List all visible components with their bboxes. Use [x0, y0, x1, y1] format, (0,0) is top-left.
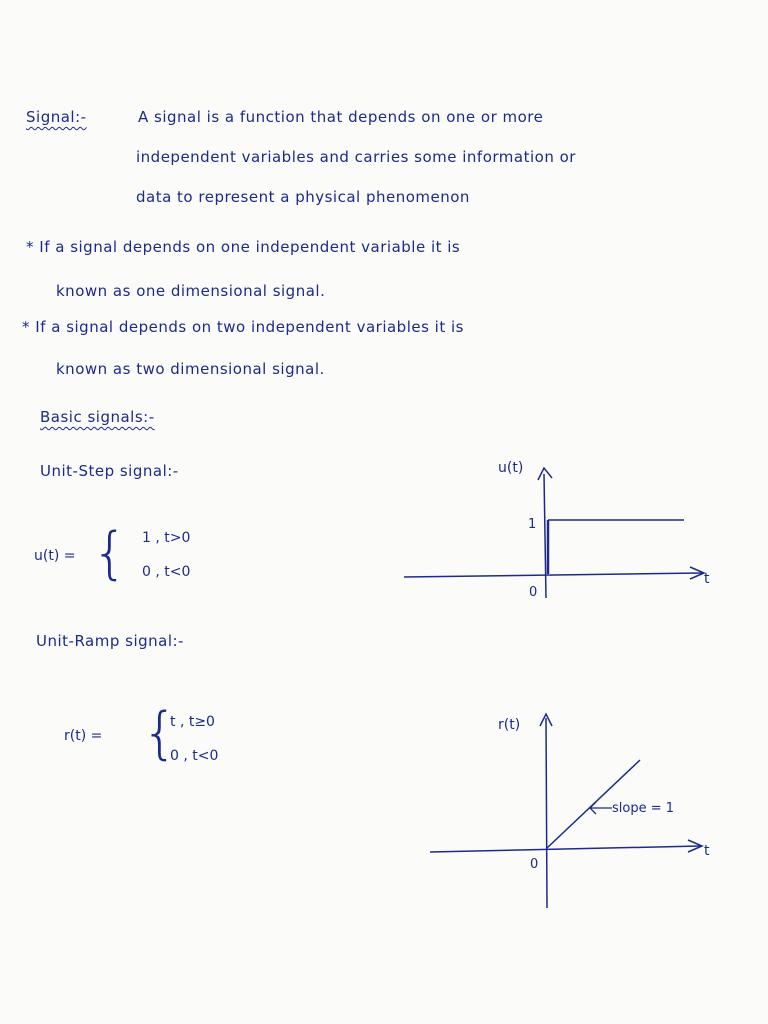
unit-step-case1: 1 , t>0	[142, 530, 191, 546]
signal-def-line2: independent variables and carries some information or	[136, 148, 576, 166]
unit-ramp-y-axis	[546, 718, 547, 908]
signal-def-line3: data to represent a physical phenomenon	[136, 188, 470, 206]
unit-ramp-slope-label: slope = 1	[612, 801, 675, 816]
bullet2-line2: known as two dimensional signal.	[56, 360, 325, 378]
unit-ramp-origin-label: 0	[530, 857, 539, 872]
unit-step-case2: 0 , t<0	[142, 564, 191, 580]
unit-ramp-brace: {	[142, 701, 178, 766]
unit-ramp-x-label: t	[704, 843, 710, 859]
unit-ramp-case2: 0 , t<0	[170, 748, 219, 764]
bullet1-line2: known as one dimensional signal.	[56, 282, 326, 300]
unit-step-origin-label: 0	[529, 585, 538, 600]
unit-ramp-heading: Unit-Ramp signal:-	[36, 632, 184, 650]
unit-ramp-lhs: r(t) =	[64, 728, 103, 744]
unit-step-level-label: 1	[528, 517, 537, 532]
signal-def-line1: A signal is a function that depends on one or more	[138, 108, 544, 126]
bullet1-line1: * If a signal depends on one independent variable it is	[26, 238, 461, 256]
signal-heading: Signal:-	[26, 108, 87, 126]
unit-ramp-x-axis	[430, 846, 700, 852]
unit-step-brace: {	[92, 521, 128, 586]
unit-step-x-label: t	[704, 571, 710, 587]
unit-step-lhs: u(t) =	[34, 548, 76, 564]
unit-ramp-case1: t , t≥0	[170, 714, 215, 730]
unit-ramp-y-label: r(t)	[498, 717, 521, 733]
unit-step-y-label: u(t)	[498, 460, 524, 476]
slope-pointer-arrow-icon	[590, 802, 612, 814]
unit-step-heading: Unit-Step signal:-	[40, 462, 179, 480]
basic-signals-heading: Basic signals:-	[40, 408, 155, 426]
bullet2-line1: * If a signal depends on two independent variables it is	[22, 318, 464, 336]
